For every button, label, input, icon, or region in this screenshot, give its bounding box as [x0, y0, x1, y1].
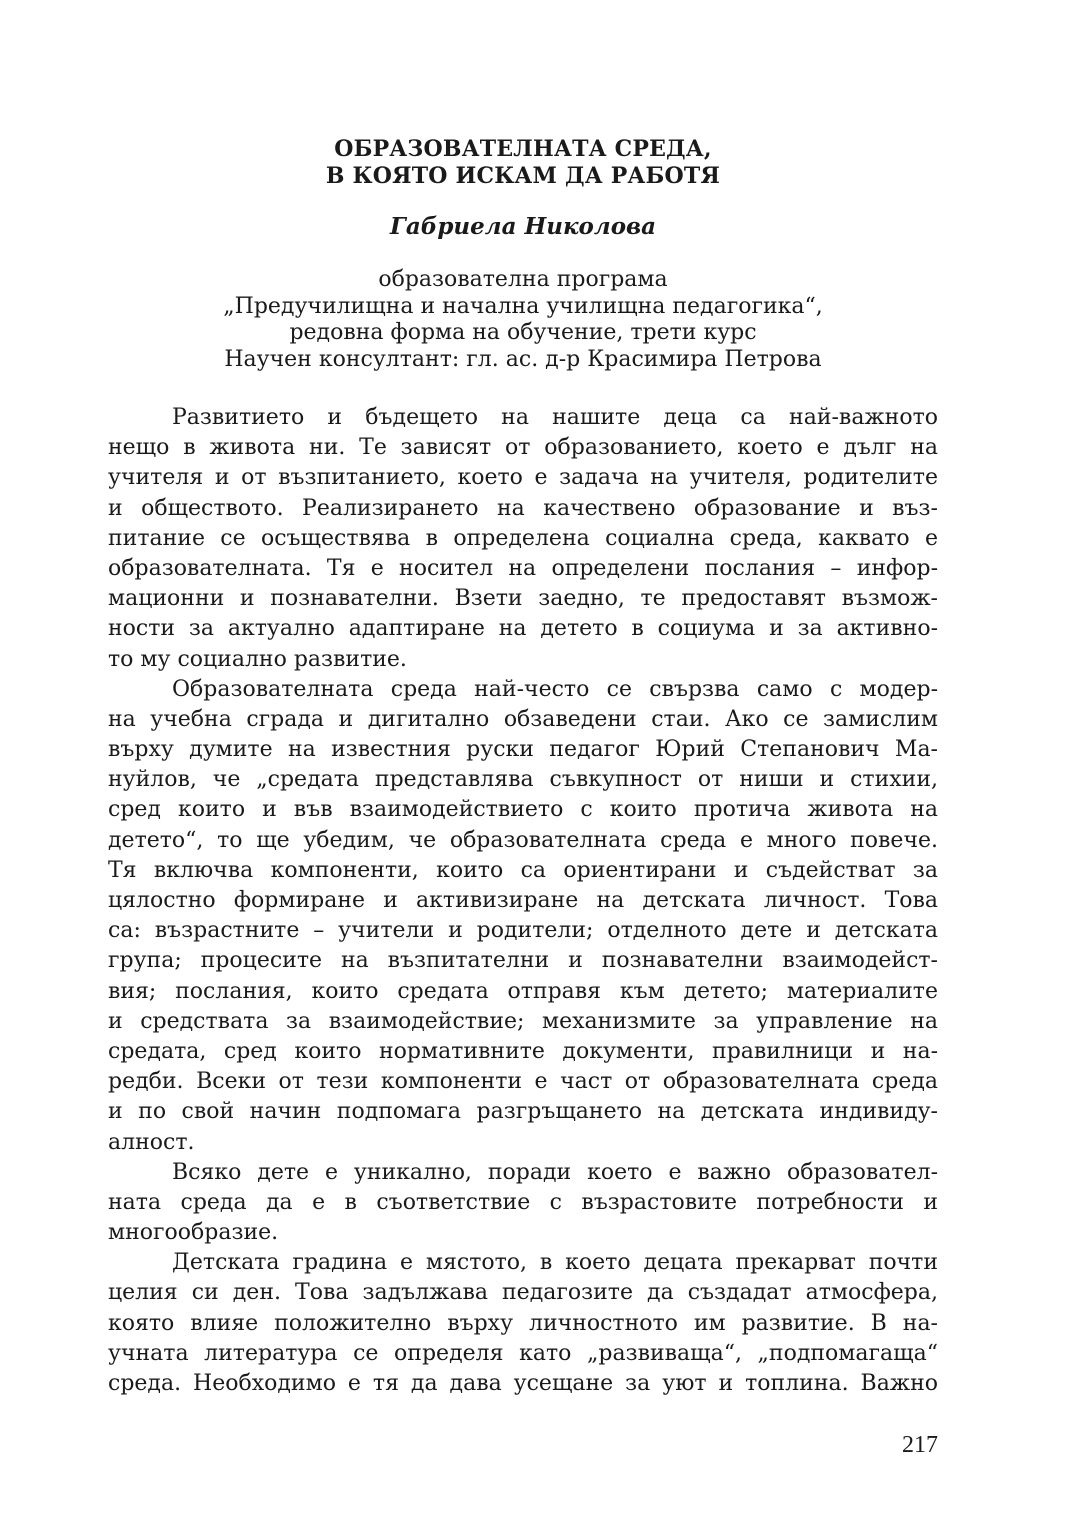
paragraph-line: средата, сред които нормативните документи, правилници и на-: [108, 1038, 938, 1064]
paragraph-line: Развитието и бъдещето на нашите деца са най-важното: [172, 405, 938, 430]
consultant-line: Научен консултант: гл. ас. д-р Красимира Петрова: [224, 346, 822, 372]
program-line: образователна програма: [378, 267, 668, 292]
paragraph-line: образователната. Тя е носител на определени послания – инфор-: [108, 555, 938, 581]
paragraph-line: която влияе положително върху личностното им развитие. В на-: [108, 1310, 938, 1336]
paragraph: [108, 403, 938, 675]
title-line-1: ОБРАЗОВАТЕЛНАТА СРЕДА,: [334, 136, 712, 162]
paragraph-line: и обществото. Реализирането на качествено образование и въз-: [108, 495, 938, 521]
author-affiliation: [108, 267, 938, 373]
paragraph-line: алност.: [108, 1129, 195, 1155]
article-body: [108, 403, 938, 1399]
paragraph-line: вия; послания, които средата отправя към детето; материалите: [108, 978, 938, 1004]
study-form-line: редовна форма на обучение, трети курс: [289, 320, 757, 345]
paragraph-line: редби. Всеки от тези компоненти е част от образователната среда: [108, 1069, 938, 1095]
paragraph-line: група; процесите на възпитателни и познавателни взаимодейст-: [108, 948, 938, 974]
paragraph-line: питание се осъществява в определена социална среда, каквато е: [108, 525, 938, 551]
paragraph: [108, 1248, 938, 1399]
author-name: Габриела Николова: [389, 213, 657, 240]
paragraph-line: цялостно формиране и активизиране на детската личност. Това: [108, 888, 938, 913]
paragraph-line: нуйлов, че „средата представлява съвкупност от ниши и стихии,: [108, 767, 938, 793]
paragraph: [108, 1158, 938, 1249]
paragraph-line: учителя и от възпитанието, което е задача на учителя, родителите: [108, 465, 938, 491]
paragraph-line: сред които и във взаимодействието с които протича живота на: [108, 797, 938, 823]
paragraph-line: то му социално развитие.: [108, 646, 407, 672]
paragraph-line: и средствата за взаимодействие; механизмите за управление на: [108, 1008, 938, 1034]
paragraph-line: многообразие.: [108, 1220, 279, 1246]
paragraph-line: учната литература се определя като „развиваща“, „подпомагаща“: [108, 1340, 938, 1366]
title-line-2: В КОЯТО ИСКАМ ДА РАБОТЯ: [325, 163, 721, 189]
paragraph-line: Детската градина е мястото, в което децата прекарват почти: [172, 1250, 938, 1276]
article-title: [108, 136, 938, 190]
paragraph-line: върху думите на известния руски педагог Юрий Степанович Ма-: [108, 737, 938, 763]
paragraph: [108, 675, 938, 1158]
paragraph-line: Тя включва компоненти, които са ориентирани и съдействат за: [108, 857, 938, 883]
paragraph-line: нещо в живота ни. Те зависят от образованието, което е дълг на: [108, 435, 938, 461]
paragraph-line: целия си ден. Това задължава педагозите да създадат атмосфера,: [108, 1280, 938, 1306]
paragraph-line: ната среда да е в съответствие с възрастовите потребности и: [108, 1189, 938, 1215]
document-page: [108, 0, 938, 1534]
paragraph-line: Образователната среда най-често се свързва само с модер-: [172, 676, 938, 702]
paragraph-line: мационни и познавателни. Взети заедно, те предоставят възмож-: [108, 586, 938, 612]
paragraph-line: Всяко дете е уникално, поради което е важно образовател-: [172, 1159, 938, 1185]
paragraph-line: са: възрастните – учители и родители; отделното дете и детската: [108, 918, 938, 944]
specialty-line: „Предучилищна и начална училищна педагогика“,: [223, 293, 823, 319]
paragraph-line: и по свой начин подпомага разгръщането на детската индивиду-: [108, 1099, 938, 1125]
page-number: 217: [902, 1432, 938, 1458]
paragraph-line: среда. Необходимо е тя да дава усещане за уют и топлина. Важно: [108, 1371, 938, 1396]
paragraph-line: на учебна сграда и дигитално обзаведени стаи. Ако се замислим: [108, 706, 938, 732]
paragraph-line: ности за актуално адаптиране на детето в социума и за активно-: [108, 616, 938, 642]
paragraph-line: детето“, то ще убедим, че образователната среда е много повече.: [108, 827, 938, 853]
